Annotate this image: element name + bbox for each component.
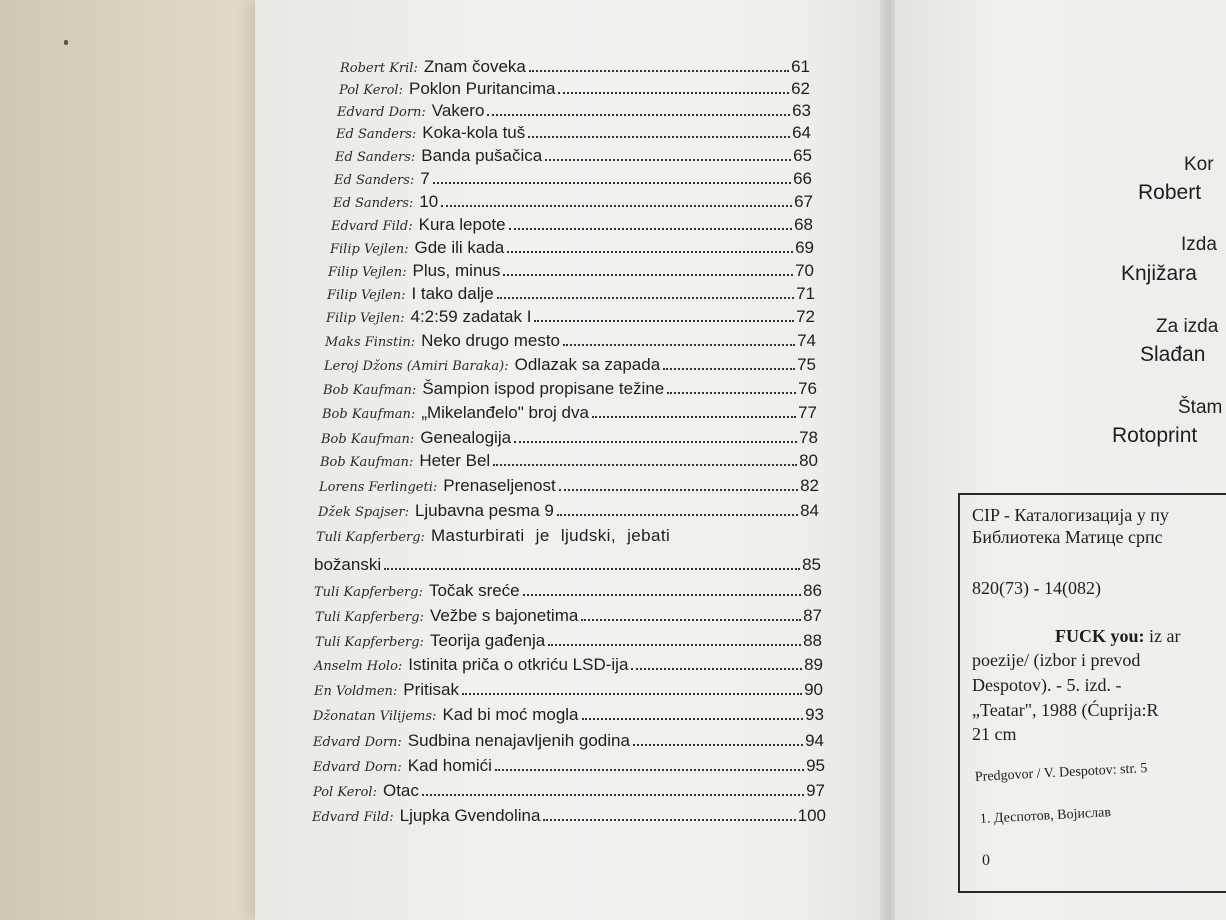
toc-author: Filip Vejlen: (326, 311, 405, 326)
toc-author: Filip Vejlen: (328, 265, 407, 280)
toc-author: Maks Finstin: (325, 335, 416, 350)
dust-speck (64, 40, 68, 45)
toc-title: Poklon Puritancima (408, 79, 556, 98)
cip-line-2: Библиотека Матице српс (972, 527, 1163, 547)
toc-author: Džek Spajser: (318, 505, 409, 520)
toc-page-number: 74 (797, 331, 816, 350)
toc-row (314, 680, 823, 700)
toc-page-number: 80 (799, 451, 818, 470)
toc-title: Istinita priča o otkriću LSD-ija (408, 655, 629, 674)
toc-leader (433, 182, 791, 184)
cip-title-bold: FUCK you: (1055, 626, 1145, 646)
toc-leader (441, 205, 792, 207)
toc-page-number: 82 (800, 476, 819, 495)
toc-title: Masturbirati je ljudski, jebati (430, 526, 671, 545)
toc-row (328, 261, 814, 281)
toc-page-number: 93 (805, 705, 824, 724)
toc-title: Neko drugo mesto (421, 331, 561, 350)
toc-author: Bob Kaufman: (321, 432, 415, 447)
toc-page-number: 76 (798, 379, 817, 398)
toc-title: Banda pušačica (421, 146, 543, 165)
toc-author: Anselm Holo: (314, 659, 403, 674)
toc-leader (543, 819, 795, 821)
toc-leader (523, 594, 801, 596)
toc-leader (503, 274, 793, 276)
toc-row (312, 806, 826, 826)
toc-author: En Voldmen: (314, 684, 398, 699)
toc-row (335, 146, 812, 166)
toc-leader (548, 644, 801, 646)
toc-row (316, 526, 670, 546)
toc-page-number: 67 (794, 192, 813, 211)
toc-page-number: 63 (792, 101, 811, 120)
toc-page-number: 69 (795, 238, 814, 257)
colophon-value-1: Robert (1138, 181, 1202, 204)
toc-row (318, 501, 819, 521)
toc-title: Koka-kola tuš (422, 123, 526, 142)
toc-author: Edvard Dorn: (337, 105, 426, 120)
toc-row (323, 379, 817, 399)
toc-title: Prenaseljenost (443, 476, 556, 495)
toc-row (320, 451, 818, 471)
toc-leader (631, 668, 802, 670)
toc-page-number: 78 (799, 428, 818, 447)
toc-author: Edvard Fild: (312, 810, 394, 825)
toc-title: Plus, minus (412, 261, 501, 280)
toc-row (340, 57, 810, 77)
toc-leader (534, 320, 794, 322)
toc-title: Gde ili kada (414, 238, 505, 257)
colophon-value-3: Slađan (1140, 343, 1206, 366)
cip-zero: 0 (982, 852, 990, 869)
toc-row (327, 284, 815, 304)
toc-leader (497, 297, 794, 299)
toc-leader (558, 92, 789, 94)
toc-row (330, 238, 814, 258)
toc-row (333, 192, 813, 212)
cip-udk: 820(73) - 14(082) (972, 578, 1101, 598)
toc-title: Šampion ispod propisane težine (422, 379, 665, 398)
toc-page-number: 100 (797, 806, 826, 825)
toc-author: Džonatan Vilijems: (313, 709, 437, 724)
colophon-value-4: Rotoprint (1112, 424, 1198, 447)
toc-author: Ed Sanders: (335, 150, 416, 165)
toc-row (314, 655, 823, 675)
toc-author: Tuli Kapferberg: (315, 635, 424, 650)
toc-page-number: 94 (805, 731, 824, 750)
toc-page-number: 65 (793, 146, 812, 165)
toc-title: 10 (419, 192, 439, 211)
colophon-label-4: Štam (1178, 397, 1223, 418)
toc-title: Kura lepote (418, 215, 506, 234)
toc-title: Genealogija (420, 428, 512, 447)
toc-author: Pol Kerol: (339, 83, 403, 98)
toc-page-number: 72 (796, 307, 815, 326)
toc-author: Edvard Fild: (331, 219, 413, 234)
toc-page-number: 87 (803, 606, 822, 625)
toc-row (336, 123, 811, 143)
toc-author: Tuli Kapferberg: (315, 610, 424, 625)
toc-author: Edvard Dorn: (313, 760, 402, 775)
toc-leader (462, 693, 802, 695)
toc-page-number: 88 (803, 631, 822, 650)
toc-leader (422, 794, 804, 796)
toc-author: Ed Sanders: (336, 127, 417, 142)
toc-leader (529, 70, 789, 72)
toc-author: Leroj Džons (Amiri Baraka): (324, 359, 509, 374)
toc-page-number: 61 (791, 57, 810, 76)
toc-leader (514, 441, 797, 443)
cip-line-4: poezije/ (izbor i prevod (972, 650, 1141, 670)
toc-row (322, 403, 817, 423)
toc-leader (592, 416, 796, 418)
toc-row (321, 428, 818, 448)
toc-title: Ljubavna pesma 9 (414, 501, 554, 520)
toc-leader (667, 392, 796, 394)
cip-note: Predgovor / V. Despotov: str. 5 (974, 760, 1148, 785)
toc-page-number: 71 (796, 284, 815, 303)
toc-row (339, 79, 810, 99)
toc-leader (487, 114, 790, 116)
colophon-label-2: Izda (1181, 234, 1217, 255)
toc-leader (559, 489, 798, 491)
toc-leader (633, 744, 803, 746)
toc-row (313, 705, 824, 725)
toc-title: 4:2:59 zadatak I (410, 307, 532, 326)
toc-page-number: 75 (797, 355, 816, 374)
toc-author: Lorens Ferlingeti: (319, 480, 438, 495)
toc-leader (563, 344, 795, 346)
toc-title: Znam čoveka (423, 57, 526, 76)
toc-page-number: 66 (793, 169, 812, 188)
cip-line-7: 21 cm (972, 724, 1017, 744)
toc-leader (545, 159, 791, 161)
toc-title: Točak sreće (428, 581, 520, 600)
toc-author: Tuli Kapferberg: (314, 585, 423, 600)
toc-title: 7 (420, 169, 430, 188)
toc-page-number: 77 (798, 403, 817, 422)
toc-leader (528, 136, 790, 138)
toc-row (331, 215, 813, 235)
toc-leader (509, 228, 793, 230)
toc-title: Heter Bel (419, 451, 491, 470)
toc-title: Otac (382, 781, 419, 800)
toc-row (313, 781, 825, 801)
toc-row (315, 631, 822, 651)
toc-row (319, 476, 819, 496)
toc-page-number: 90 (804, 680, 823, 699)
toc-row (314, 555, 821, 575)
toc-author: Edvard Dorn: (313, 735, 402, 750)
toc-page-number: 68 (794, 215, 813, 234)
toc-row (324, 355, 816, 375)
toc-author: Bob Kaufman: (320, 455, 414, 470)
toc-leader (495, 769, 804, 771)
toc-title: „Mikelanđelo" broj dva (421, 403, 589, 422)
toc-row (334, 169, 812, 189)
toc-author: Filip Vejlen: (327, 288, 406, 303)
cip-title-rest: iz ar (1144, 626, 1181, 646)
toc-title: Ljupka Gvendolina (399, 806, 541, 825)
toc-page-number: 84 (800, 501, 819, 520)
toc-page-number: 85 (802, 555, 821, 574)
toc-leader (557, 514, 798, 516)
toc-row (326, 307, 815, 327)
toc-title: Odlazak sa zapada (514, 355, 661, 374)
toc-row (325, 331, 816, 351)
toc-page-number: 97 (806, 781, 825, 800)
colophon-label-1: Kor (1184, 154, 1214, 175)
toc-title: Kad bi moć mogla (442, 705, 579, 724)
colophon-label-3: Za izda (1156, 316, 1219, 337)
toc-row (313, 731, 824, 751)
toc-page-number: 64 (792, 123, 811, 142)
toc-row (314, 581, 822, 601)
cip-line-6: „Teatar", 1988 (Ćuprija:R (972, 700, 1159, 720)
toc-author: Pol Kerol: (313, 785, 377, 800)
toc-title: Vakero (431, 101, 485, 120)
cip-line-5: Despotov). - 5. izd. - (972, 675, 1122, 695)
toc-page-number: 95 (806, 756, 825, 775)
toc-author: Bob Kaufman: (323, 383, 417, 398)
toc-title: I tako dalje (411, 284, 494, 303)
toc-row (313, 756, 825, 776)
toc-author: Ed Sanders: (333, 196, 414, 211)
toc-title: Kad homići (407, 756, 492, 775)
toc-leader (581, 619, 801, 621)
desk-surface (0, 0, 290, 920)
toc-page-number: 70 (795, 261, 814, 280)
toc-author: Filip Vejlen: (330, 242, 409, 257)
toc-title: Sudbina nenajavljenih godina (407, 731, 630, 750)
toc-leader (663, 368, 795, 370)
toc-page-number: 62 (791, 79, 810, 98)
toc-row (315, 606, 822, 626)
toc-leader (507, 251, 793, 253)
cip-line-1: CIP - Каталогизација у пу (972, 505, 1169, 525)
colophon-value-2: Knjižara (1121, 262, 1197, 285)
toc-title: božanski (314, 555, 382, 574)
toc-title: Vežbe s bajonetima (429, 606, 579, 625)
toc-page-number: 89 (804, 655, 823, 674)
toc-leader (582, 718, 804, 720)
cip-title (1055, 626, 1180, 647)
toc-leader (384, 568, 800, 570)
toc-author: Bob Kaufman: (322, 407, 416, 422)
toc-author: Ed Sanders: (334, 173, 415, 188)
toc-title: Teorija gađenja (429, 631, 546, 650)
toc-page-number: 86 (803, 581, 822, 600)
toc-leader (493, 464, 797, 466)
cip-index: 1. Деспотов, Војислав (979, 805, 1112, 827)
toc-author: Tuli Kapferberg: (316, 530, 425, 545)
toc-row (337, 101, 811, 121)
toc-author: Robert Kril: (340, 61, 418, 76)
toc-title: Pritisak (403, 680, 460, 699)
